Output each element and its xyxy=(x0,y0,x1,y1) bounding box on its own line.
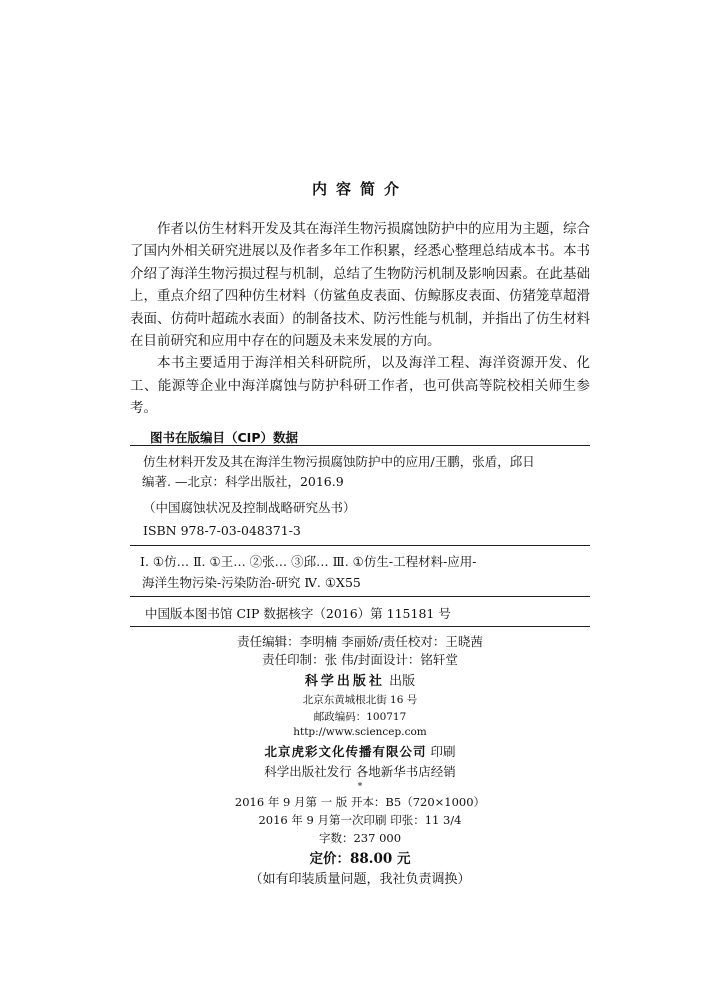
cip-heading: 图书在版编目（CIP）数据 xyxy=(150,430,298,445)
cip-mid-rule xyxy=(130,545,590,546)
cip-classification-2: 海洋生物污染-污染防治-研究 Ⅳ. ①X55 xyxy=(142,575,361,590)
cip-isbn: ISBN 978-7-03-048371-3 xyxy=(143,523,301,538)
publisher-line xyxy=(0,670,720,689)
intro-paragraph-1: 作者以仿生材料开发及其在海洋生物污损腐蚀防护中的应用为主题，综合了国内外相关研究进展以及作者多年工作积累，经悉心整理总结成本书。本书介绍了海洋生物污损过程与机制，总结了生物防污机制及影响因素。在此基础上，重点介绍了四种仿生材料（仿鲨鱼皮表面、仿鲸豚皮表面、仿猪笼草超滑表面、仿荷叶超疏水表面）的制备技术、防污性能与机制，并指出了仿生材料在目前研究和应用中存在的问题及未来发展的方向。 xyxy=(130,221,590,350)
page-title: 内容简介 xyxy=(311,180,408,198)
distribution-line: 科学出版社发行 各地新华书店经销 xyxy=(264,764,456,779)
printing-line: 2016 年 9 月第一次印刷 印张：11 3/4 xyxy=(258,813,462,827)
intro-paragraph-2: 本书主要适用于海洋相关科研院所，以及海洋工程、海洋资源开发、化工、能源等企业中海洋腐蚀与防护科研工作者，也可供高等院校相关师生参考。 xyxy=(130,355,590,417)
separator-star: * xyxy=(357,782,363,792)
cip-author-line: 编著. —北京：科学出版社，2016.9 xyxy=(142,474,344,489)
cip-classification-1: Ⅰ. ①仿… Ⅱ. ①王… ②张… ③邱… Ⅲ. ①仿生-工程材料-应用- xyxy=(140,554,477,569)
cip-top-rule xyxy=(130,445,590,446)
edition-line: 2016 年 9 月第 一 版 开本：B5（720×1000） xyxy=(234,795,486,809)
publisher-website: http://www.sciencep.com xyxy=(293,726,427,738)
publisher-postcode: 邮政编码：100717 xyxy=(313,711,407,723)
cip-series: （中国腐蚀状况及控制战略研究丛书） xyxy=(143,500,356,515)
cip-bottom-rule xyxy=(130,626,590,627)
publisher-address: 北京东黄城根北街 16 号 xyxy=(302,694,418,706)
editor-credits: 责任编辑：李明楠 李丽娇/责任校对：王晓茜 xyxy=(237,634,483,649)
publisher-name: 科学出版社 xyxy=(304,674,385,689)
quality-note: （如有印装质量问题，我社负责调换） xyxy=(249,872,471,887)
intro-section xyxy=(130,218,590,420)
printer-line xyxy=(0,742,720,760)
price: 定价：88.00 元 xyxy=(309,851,411,867)
cip-block xyxy=(130,445,590,628)
word-count: 字数：237 000 xyxy=(318,831,402,845)
printer-suffix: 印刷 xyxy=(430,744,456,759)
publisher-suffix: 出版 xyxy=(389,674,416,689)
cip-title-line: 仿生材料开发及其在海洋生物污损腐蚀防护中的应用/王鹏，张盾，邱日 xyxy=(143,454,535,469)
cip-verification: 中国版本图书馆 CIP 数据核字（2016）第 115181 号 xyxy=(145,606,451,621)
cip-lower-rule xyxy=(130,596,590,597)
printer-name: 北京虎彩文化传播有限公司 xyxy=(264,744,427,759)
production-credits: 责任印制：张 伟/封面设计：铭轩堂 xyxy=(262,652,458,667)
